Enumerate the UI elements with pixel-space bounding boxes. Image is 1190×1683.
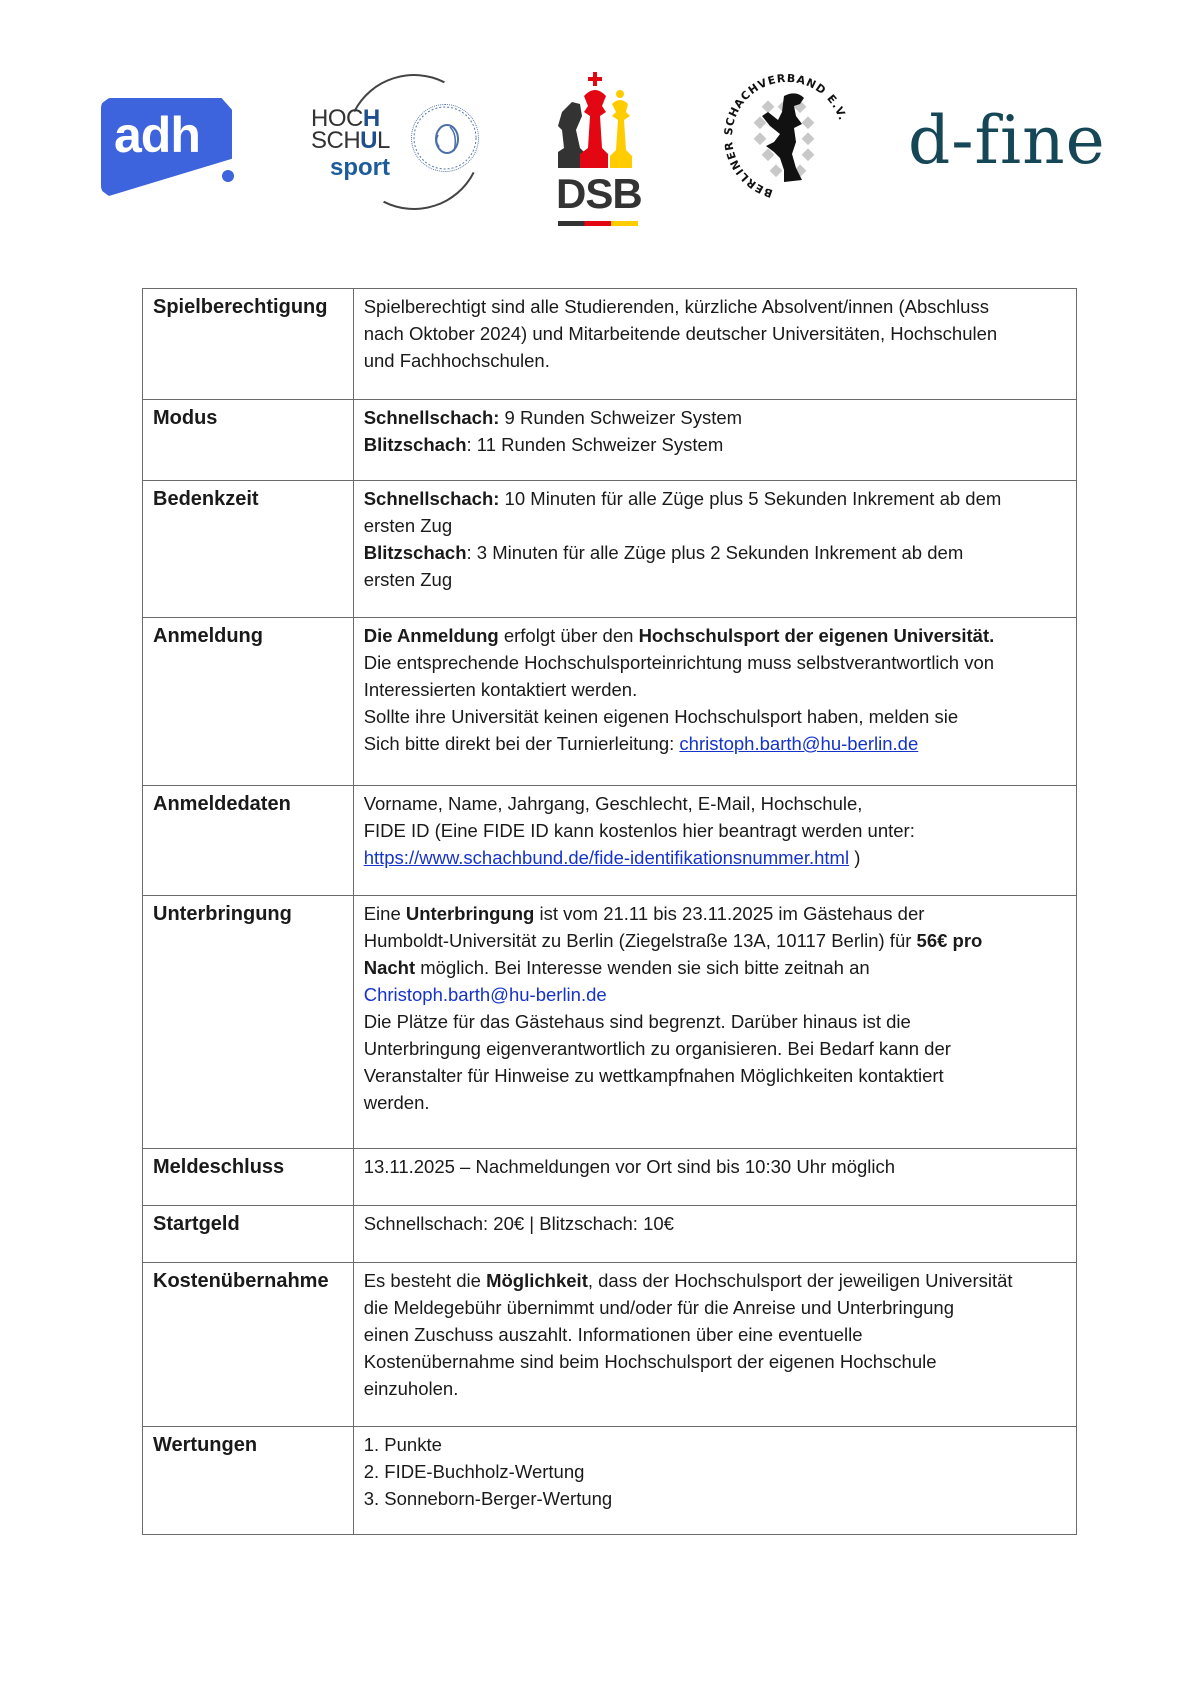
row-label: Spielberechtigung: [143, 289, 354, 400]
list-item: 2. FIDE-Buchholz-Wertung: [363, 1461, 585, 1482]
row-value: Schnellschach: 9 Runden Schweizer System Blitzschach: 11 Runden Schweizer System: [353, 400, 1076, 481]
svg-text:BERLINER SCHACHVERBAND E.V.: BERLINER SCHACHVERBAND E.V.: [722, 72, 850, 200]
table-row-unterbringung: [143, 896, 1077, 1149]
row-value: Schnellschach: 20€ | Blitzschach: 10€: [353, 1206, 1076, 1263]
berlin-bear-icon: [722, 72, 852, 207]
hochschulsport-logo: [308, 74, 488, 204]
row-label: Anmeldung: [143, 618, 354, 786]
dfine-logo: d-fine: [908, 102, 1106, 179]
table-row-spielberechtigung: [143, 289, 1077, 400]
hochschulsport-sport-word: sport: [330, 154, 390, 181]
tournament-info-table: [142, 288, 1077, 1535]
table-row-kostenuebernahme: [143, 1263, 1077, 1427]
row-value: 13.11.2025 – Nachmeldungen vor Ort sind bis 10:30 Uhr möglich: [353, 1149, 1076, 1206]
dsb-flag-bar: [558, 221, 638, 226]
berliner-schachverband-logo: [722, 72, 852, 207]
fide-id-link[interactable]: https://www.schachbund.de/fide-identifikationsnummer.html: [363, 847, 850, 868]
row-label: Anmeldedaten: [143, 786, 354, 896]
humboldt-seal-icon: [411, 104, 479, 172]
table-row-anmeldung: [143, 618, 1077, 786]
table-row-anmeldedaten: [143, 786, 1077, 896]
row-value: Die Anmeldung erfolgt über den Hochschulsport der eigenen Universität. Die entsprechende Hochschulsporteinrichtung muss selbstverantwortlich von Interessierten kontaktiert werden. Sollte ihre Universität keinen eigenen Hochschulsport haben, melden sie Sich bitte direkt bei der Turnierleitung: christoph.barth@hu-berlin.de: [353, 618, 1076, 786]
adh-logo: [101, 98, 232, 196]
row-value: Spielberechtigt sind alle Studierenden, kürzliche Absolvent/innen (Abschluss nach Oktober 2024) und Mitarbeitende deutscher Universitäten, Hochschulen und Fachhochschulen.: [353, 289, 1076, 400]
row-label: Kostenübernahme: [143, 1263, 354, 1427]
row-label: Modus: [143, 400, 354, 481]
row-label: Unterbringung: [143, 896, 354, 1149]
row-label: Wertungen: [143, 1427, 354, 1535]
list-item: 3. Sonneborn-Berger-Wertung: [363, 1488, 613, 1509]
row-label: Meldeschluss: [143, 1149, 354, 1206]
hochschulsport-wordmark: HOCH SCHUL: [311, 105, 390, 154]
list-item: 1. Punkte: [363, 1434, 442, 1455]
table-row-bedenkzeit: [143, 481, 1077, 618]
adh-logo-text: adh: [114, 107, 200, 163]
row-label: Startgeld: [143, 1206, 354, 1263]
dsb-logo-text: DSB: [556, 170, 642, 217]
row-value: Es besteht die Möglichkeit, dass der Hochschulsport der jeweiligen Universität die Meldegebühr übernimmt und/oder für die Anreise und Unterbringung einen Zuschuss auszahlt. Informationen über eine eventuelle Kostenübernahme sind beim Hochschulsport der eigenen Hochschule einzuholen.: [353, 1263, 1076, 1427]
turnierleitung-email-link[interactable]: christoph.barth@hu-berlin.de: [679, 733, 919, 754]
table-row-meldeschluss: [143, 1149, 1077, 1206]
table-row-startgeld: [143, 1206, 1077, 1263]
row-value: Eine Unterbringung ist vom 21.11 bis 23.11.2025 im Gästehaus der Humboldt-Universität zu Berlin (Ziegelstraße 13A, 10117 Berlin) für 56€ pro Nacht möglich. Bei Interesse wenden sie sich bitte zeitnah an Christoph.barth@hu-berlin.de Die Plätze für das Gästehaus sind begrenzt. Darüber hinaus ist die Unterbringung eigenverantwortlich zu organisieren. Bei Bedarf kann der Veranstalter für Hinweise zu wettkampfnahen Möglichkeiten kontaktiert werden.: [353, 896, 1076, 1149]
chess-pieces-icon: [556, 72, 640, 172]
row-label: Bedenkzeit: [143, 481, 354, 618]
row-value: Vorname, Name, Jahrgang, Geschlecht, E-Mail, Hochschule, FIDE ID (Eine FIDE ID kann kostenlos hier beantragt werden unter: https://www.schachbund.de/fide-identifikationsnummer.html ): [353, 786, 1076, 896]
adh-logo-dot: [222, 170, 234, 182]
dsb-logo: [556, 72, 640, 222]
unterbringung-email-link[interactable]: Christoph.barth@hu-berlin.de: [363, 984, 607, 1005]
row-value: [353, 1427, 1076, 1535]
row-value: Schnellschach: 10 Minuten für alle Züge plus 5 Sekunden Inkrement ab dem ersten Zug Blitzschach: 3 Minuten für alle Züge plus 2 Sekunden Inkrement ab dem ersten Zug: [353, 481, 1076, 618]
table-row-wertungen: [143, 1427, 1077, 1535]
table-row-modus: [143, 400, 1077, 481]
sponsor-logo-bar: [0, 66, 1190, 236]
